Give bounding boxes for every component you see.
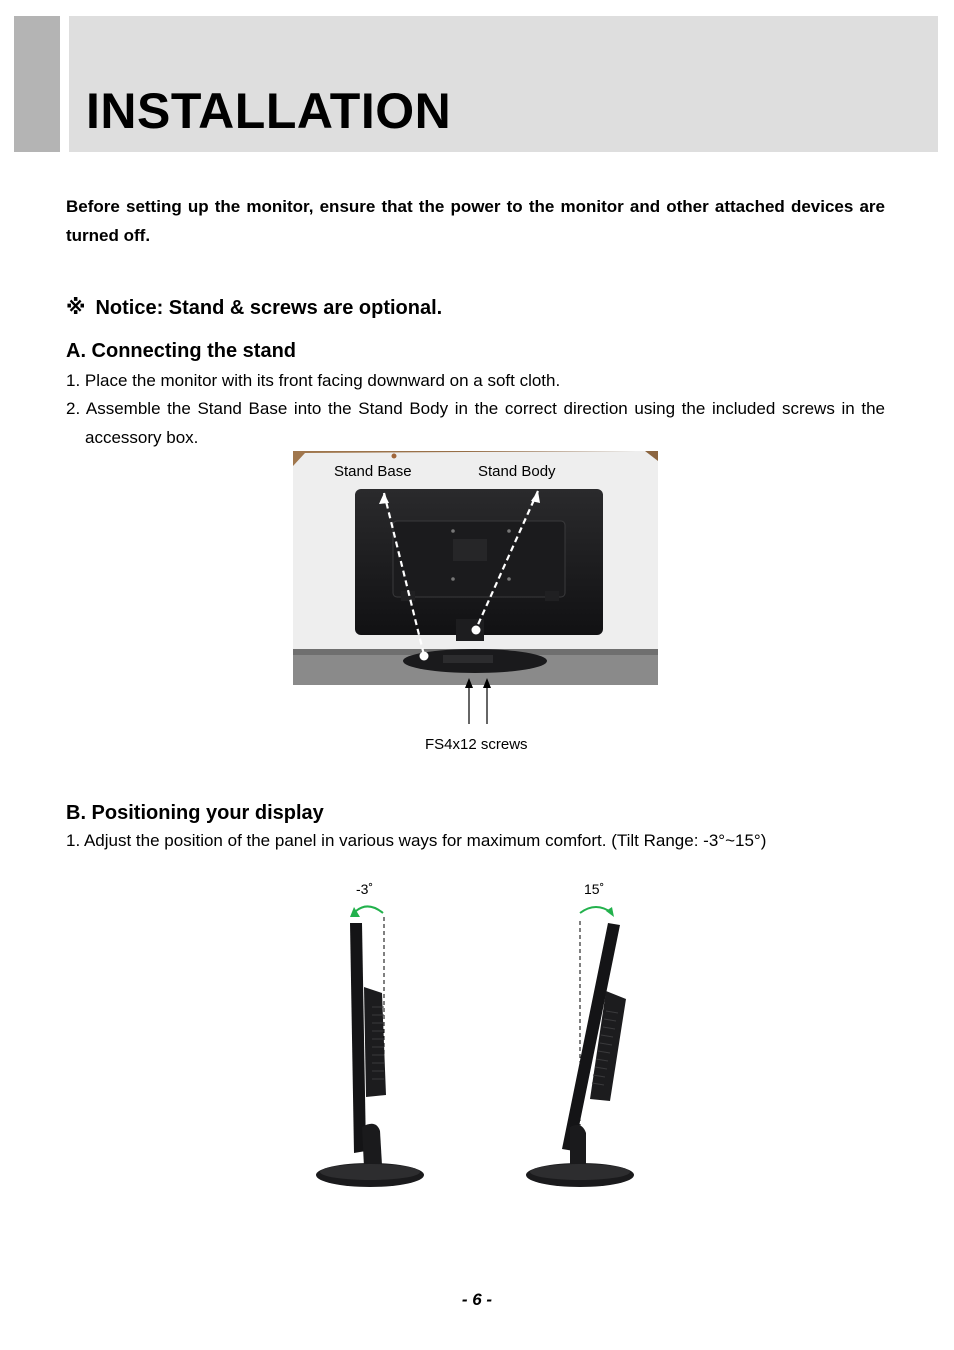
section-a-title: A. Connecting the stand xyxy=(66,340,296,362)
stand-body-label: Stand Body xyxy=(478,463,556,480)
header-band xyxy=(14,16,938,152)
monitor-back-photo xyxy=(293,451,658,685)
section-a-step-1: 1. Place the monitor with its front facing downward on a soft cloth. xyxy=(66,371,561,390)
stand-base-label: Stand Base xyxy=(334,463,412,480)
section-a-step-2: 2. Assemble the Stand Base into the Stand Body in the correct direction using the included screws in the accessory box. xyxy=(66,399,885,447)
screws-label: FS4x12 screws xyxy=(425,736,528,753)
section-b-step-1: 1. Adjust the position of the panel in various ways for maximum comfort. (Tilt Range: -3°~15°) xyxy=(66,831,767,850)
page-number: - 6 - xyxy=(461,1290,493,1309)
tilt-right-label: 15˚ xyxy=(584,881,605,897)
page-title: INSTALLATION xyxy=(86,83,452,139)
tilt-minus-3-figure xyxy=(310,895,430,1195)
screw-arrows xyxy=(460,676,500,726)
notice-symbol: ※ xyxy=(66,297,86,319)
notice xyxy=(66,294,442,322)
intro-paragraph: Before setting up the monitor, ensure that the power to the monitor and other attached devices are turned off. xyxy=(66,197,885,245)
tilt-left-label: -3˚ xyxy=(356,881,374,897)
section-b-title: B. Positioning your display xyxy=(66,802,324,824)
tilt-plus-15-figure xyxy=(520,895,640,1195)
notice-text: Notice: Stand & screws are optional. xyxy=(95,297,443,319)
header-tab xyxy=(14,16,60,152)
